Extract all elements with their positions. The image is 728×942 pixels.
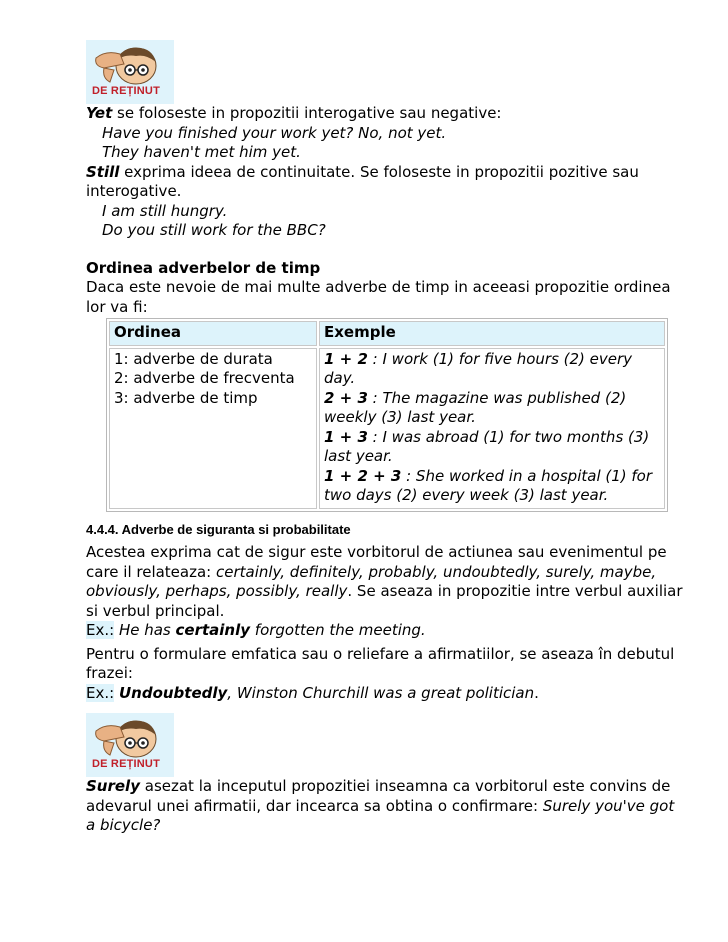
- example-text: : The magazine was published (2) weekly (3) last year.: [324, 388, 627, 426]
- example-item: [324, 389, 660, 428]
- yet-paragraph: [86, 104, 686, 124]
- document-page: [86, 40, 686, 836]
- example-text: , Winston Churchill was a great politician: [227, 683, 535, 702]
- order-intro: Daca este nevoie de mai multe adverbe de timp in aceeasi propozitie ordinea lor va fi:: [86, 278, 671, 316]
- order-item: 2: adverbe de frecventa: [114, 369, 295, 387]
- still-term: Still: [86, 162, 120, 181]
- order-heading: Ordinea adverbelor de timp: [86, 258, 321, 277]
- note-badge: [86, 713, 174, 777]
- example-emphasis: certainly: [175, 621, 251, 639]
- surely-paragraph: [86, 777, 686, 836]
- example-emphasis: Undoubtedly: [118, 683, 228, 702]
- example-item: [324, 467, 660, 506]
- example-text: : I was abroad (1) for two months (3) last year.: [324, 427, 650, 465]
- surely-term: Surely: [86, 777, 140, 795]
- order-cell: [109, 348, 317, 509]
- surely-example: Surely you've got a bicycle?: [86, 796, 675, 834]
- badge-label: DE REȚINUT: [92, 757, 160, 770]
- example-text: forgotten the meeting.: [250, 621, 426, 639]
- still-example-2: Do you still work for the BBC?: [102, 221, 326, 239]
- emphatic-paragraph: Pentru o formulare emfatica sau o reliefare a afirmatiilor, se aseaza în debutul frazei:: [86, 644, 675, 682]
- yet-example-2: They haven't met him yet.: [102, 143, 301, 161]
- order-item: 1: adverbe de durata: [114, 349, 273, 368]
- example-code: 1 + 2 + 3: [324, 466, 402, 485]
- certainty-adverb-list: certainly, definitely, probably, undoubtedly, surely, maybe, obviously, perhaps, possibly, really: [86, 562, 657, 600]
- certainty-heading: 4.4.4. Adverbe de siguranta si probabilitate: [86, 521, 351, 537]
- badge-label: DE REȚINUT: [92, 84, 160, 97]
- still-example-1: I am still hungry.: [102, 201, 228, 220]
- example-label: Ex.:: [86, 683, 115, 702]
- example-text: : I work (1) for five hours (2) every day.: [324, 349, 633, 387]
- example-code: 2 + 3: [324, 388, 368, 407]
- example-text: : She worked in a hospital (1) for two days (2) every week (3) last year.: [324, 466, 653, 504]
- order-item: 3: adverbe de timp: [114, 388, 258, 407]
- note-badge: [86, 40, 174, 104]
- certainty-text-a: Acestea exprima cat de sigur este vorbitorul de actiunea sau evenimentul pe care il relateaza:: [86, 543, 667, 581]
- order-table: [106, 318, 668, 512]
- certainty-example-2: [86, 684, 686, 704]
- example-code: 1 + 3: [324, 427, 368, 446]
- certainty-example-1: [86, 621, 686, 641]
- example-punct: .: [534, 683, 539, 702]
- yet-example-1: Have you finished your work yet? No, not yet.: [102, 123, 447, 142]
- yet-text: se foloseste in propozitii interogative sau negative:: [112, 104, 502, 122]
- examples-column-header: Exemple: [319, 321, 665, 346]
- example-label: Ex.:: [86, 621, 115, 639]
- order-column-header: Ordinea: [109, 321, 317, 346]
- example-text: He has: [114, 621, 176, 639]
- yet-term: Yet: [86, 104, 113, 122]
- certainty-text-b: . Se aseaza in propozitie intre verbul auxiliar si verbul principal.: [86, 582, 683, 620]
- example-code: 1 + 2: [324, 349, 368, 368]
- still-paragraph: [86, 163, 686, 202]
- surely-text: asezat la inceputul propozitiei inseamna ca vorbitorul este convins de adevarul unei afirmatii, dar incearca sa obtina o confirmare:: [86, 777, 671, 815]
- still-text: exprima ideea de continuitate. Se foloseste in propozitii pozitive sau interogative.: [86, 162, 639, 200]
- certainty-paragraph: [86, 543, 686, 621]
- example-item: [324, 350, 660, 389]
- example-item: [324, 428, 660, 467]
- examples-cell: [319, 348, 665, 509]
